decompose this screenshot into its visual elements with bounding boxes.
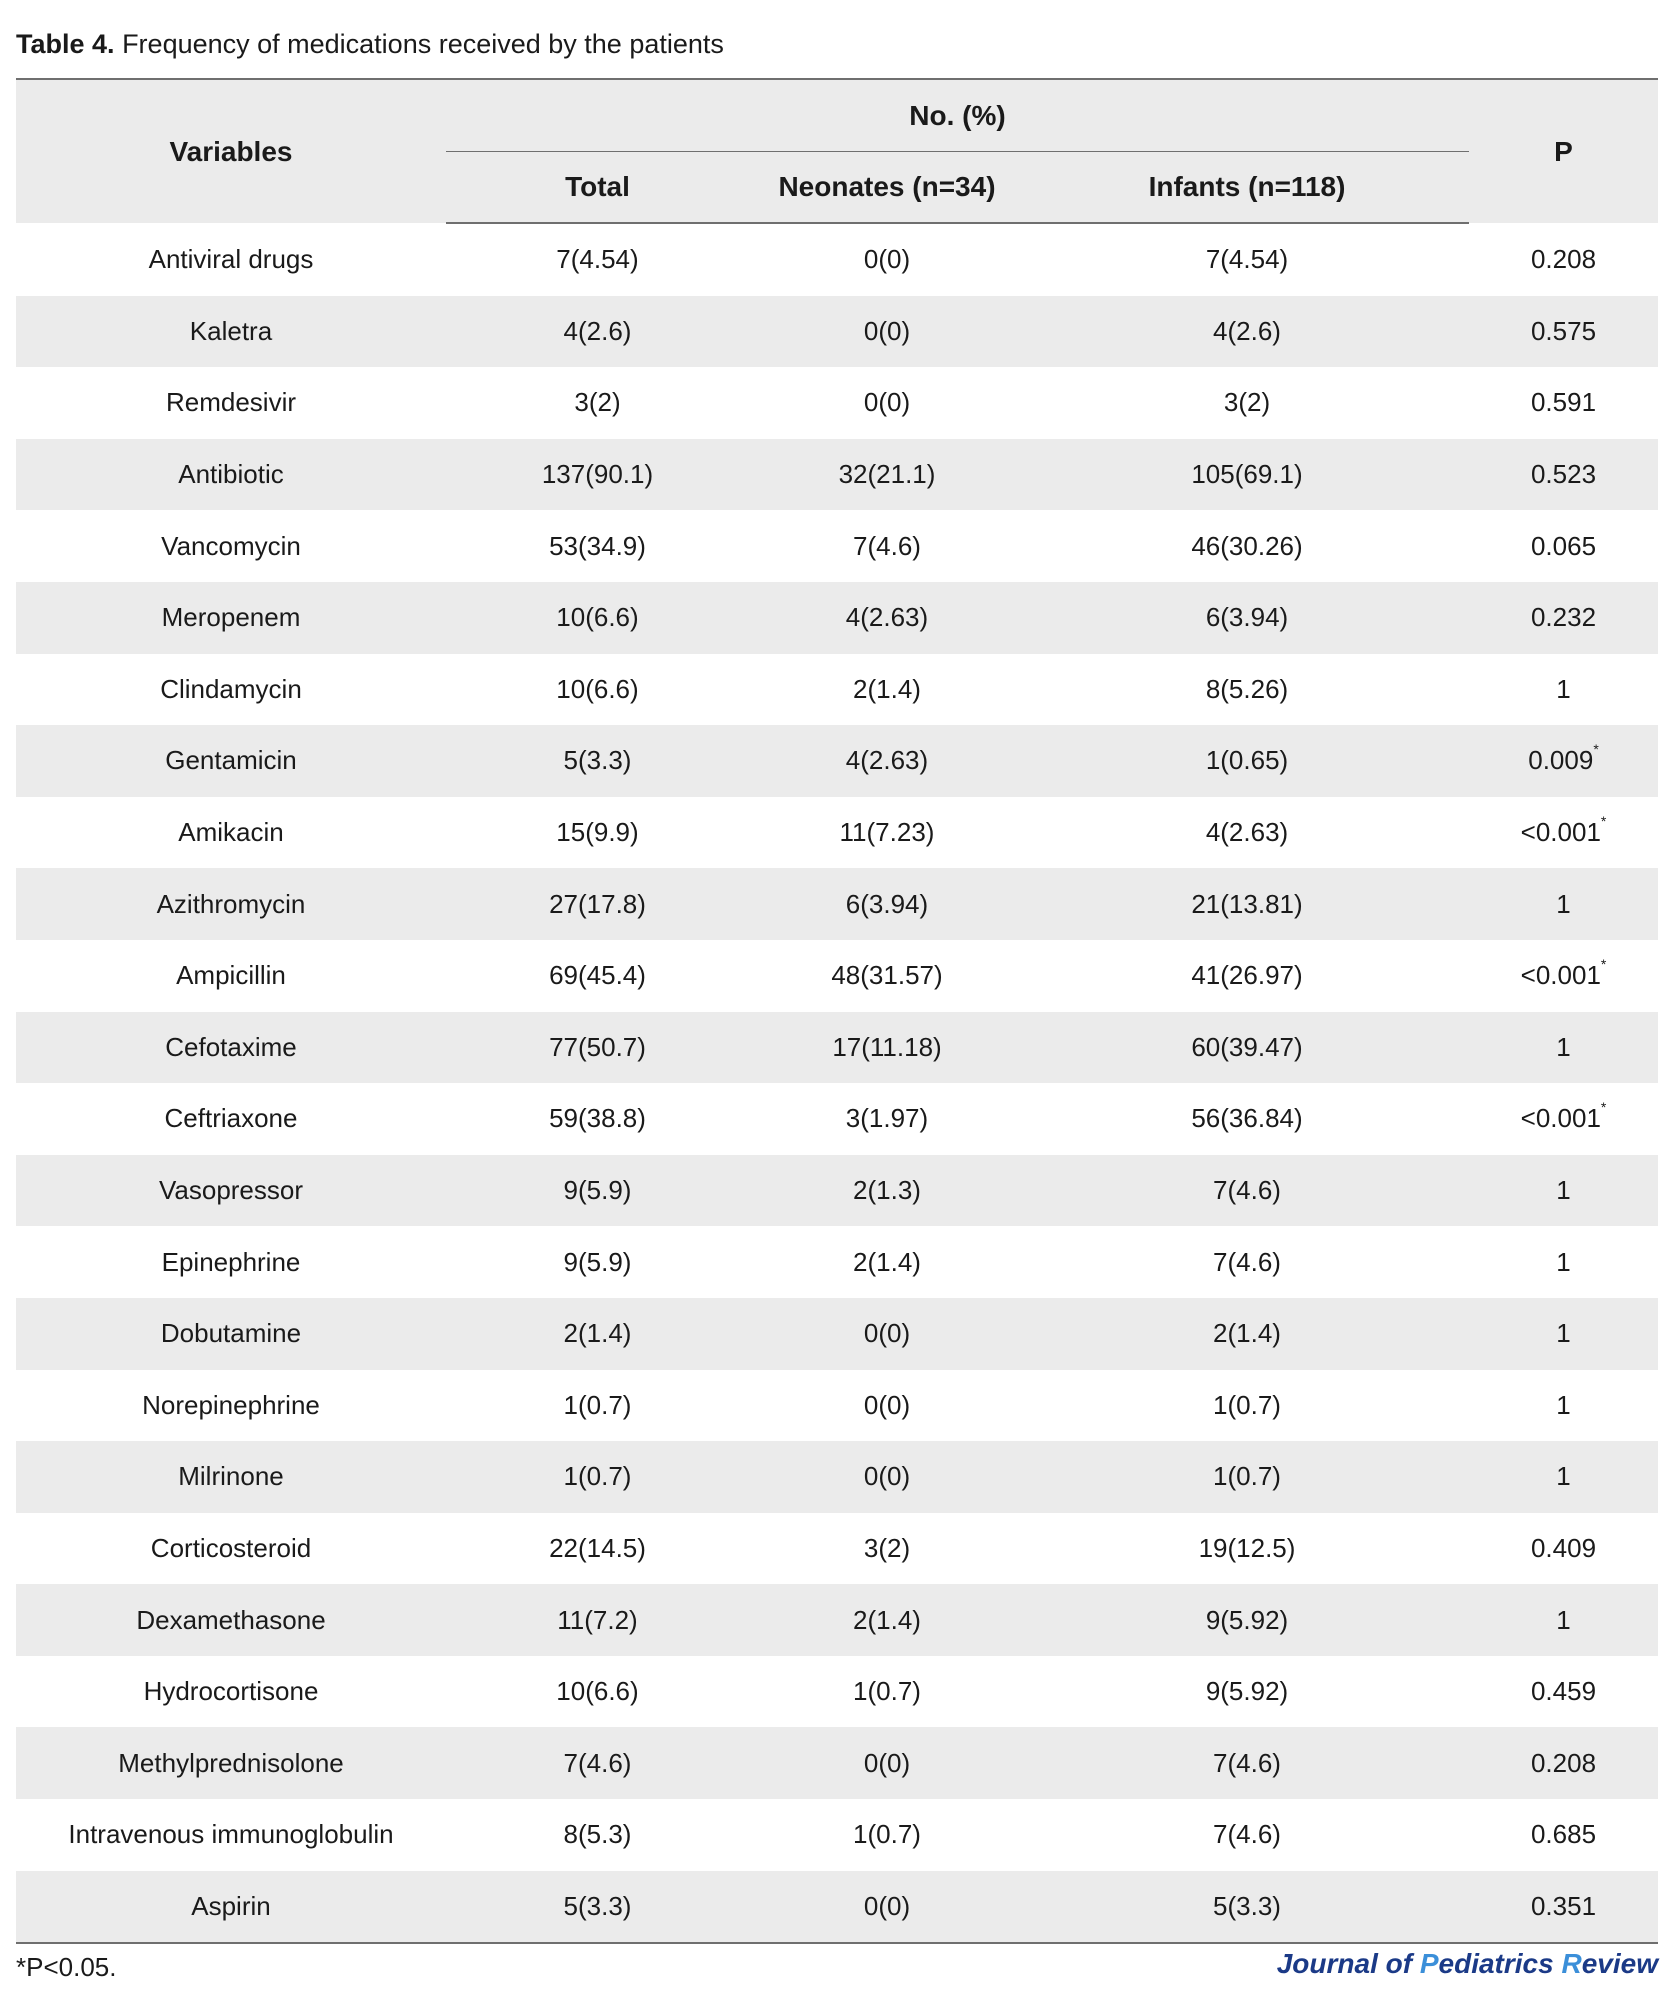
cell-variable	[16, 223, 446, 296]
cell-infants-text: 1(0.65)	[1205, 745, 1289, 776]
table-caption-label: Table 4.	[16, 29, 115, 59]
header-infants: Infants (n=118)	[1025, 152, 1469, 223]
cell-variable-text: Kaletra	[189, 315, 273, 346]
cell-infants-text: 3(2)	[1223, 387, 1271, 418]
cell-variable-text: Gentamicin	[165, 745, 297, 776]
cell-p-text: 1	[1556, 673, 1571, 704]
table-row	[16, 510, 1658, 582]
cell-total	[446, 1513, 749, 1585]
cell-infants	[1025, 1584, 1469, 1656]
cell-neonates	[749, 367, 1025, 439]
cell-p-text: 0.459	[1530, 1676, 1597, 1707]
cell-infants	[1025, 1226, 1469, 1298]
header-group-rule	[446, 151, 1469, 152]
cell-infants	[1025, 1513, 1469, 1585]
cell-variable	[16, 1441, 446, 1513]
cell-total	[446, 1083, 749, 1155]
cell-neonates	[749, 1513, 1025, 1585]
cell-variable	[16, 1083, 446, 1155]
cell-p-text: 1	[1556, 1318, 1571, 1349]
table-row	[16, 1012, 1658, 1084]
cell-infants	[1025, 1441, 1469, 1513]
cell-p	[1469, 223, 1658, 296]
cell-variable-text: Antiviral drugs	[148, 243, 314, 274]
cell-neonates-text: 0(0)	[863, 387, 911, 418]
cell-total-text: 10(6.6)	[556, 673, 639, 704]
cell-infants	[1025, 367, 1469, 439]
cell-variable-text: Vancomycin	[161, 530, 301, 561]
cell-variable-text: Clindamycin	[160, 673, 302, 704]
cell-p	[1469, 940, 1658, 1012]
journal-logo-r: R	[1561, 1948, 1582, 1979]
cell-p-text: 0.409	[1530, 1532, 1597, 1563]
table-row	[16, 1083, 1658, 1155]
cell-p	[1469, 1584, 1658, 1656]
cell-variable	[16, 1298, 446, 1370]
cell-variable-text: Dobutamine	[160, 1318, 302, 1349]
cell-p	[1469, 1155, 1658, 1227]
cell-neonates	[749, 1226, 1025, 1298]
cell-variable-text: Norepinephrine	[142, 1389, 320, 1420]
cell-infants	[1025, 654, 1469, 726]
cell-infants-text: 5(3.3)	[1213, 1890, 1281, 1921]
cell-variable-text: Epinephrine	[161, 1246, 301, 1277]
table-row	[16, 582, 1658, 654]
cell-total-text: 3(2)	[574, 387, 621, 418]
table-row	[16, 1727, 1658, 1799]
cell-neonates-text: 0(0)	[863, 315, 911, 346]
cell-total	[446, 1727, 749, 1799]
cell-variable-text: Remdesivir	[165, 387, 297, 418]
table-row	[16, 1871, 1658, 1944]
cell-p	[1469, 1441, 1658, 1513]
cell-infants	[1025, 1012, 1469, 1084]
cell-infants-text: 7(4.6)	[1213, 1819, 1281, 1850]
cell-variable	[16, 1871, 446, 1944]
cell-neonates	[749, 1012, 1025, 1084]
cell-variable	[16, 868, 446, 940]
cell-neonates-text: 2(1.4)	[853, 1604, 921, 1635]
cell-infants-text: 7(4.54)	[1205, 244, 1289, 275]
cell-p-text: 1	[1556, 1461, 1571, 1492]
cell-total	[446, 940, 749, 1012]
cell-variable	[16, 1799, 446, 1871]
header-group-label: No. (%)	[909, 100, 1006, 131]
cell-infants	[1025, 1799, 1469, 1871]
table-row	[16, 223, 1658, 296]
cell-neonates-text: 2(1.3)	[853, 1175, 921, 1206]
footnote: *P<0.05.	[16, 1952, 117, 1982]
significance-marker: *	[1600, 813, 1607, 830]
cell-p	[1469, 1083, 1658, 1155]
cell-infants	[1025, 797, 1469, 869]
cell-variable	[16, 1012, 446, 1084]
table-caption-text: Frequency of medications received by the patients	[122, 29, 724, 59]
cell-infants-text: 2(1.4)	[1213, 1318, 1281, 1349]
cell-neonates	[749, 654, 1025, 726]
cell-p	[1469, 1656, 1658, 1728]
cell-total-text: 5(3.3)	[563, 1890, 632, 1921]
cell-infants-text: 21(13.81)	[1191, 888, 1303, 919]
cell-p-text: 0.523	[1530, 459, 1597, 490]
cell-infants-text: 1(0.7)	[1213, 1461, 1281, 1492]
cell-p-text: 1	[1556, 1389, 1571, 1420]
cell-p-text: 0.208	[1530, 1747, 1597, 1778]
cell-neonates	[749, 296, 1025, 368]
cell-total-text: 7(4.6)	[563, 1747, 632, 1778]
cell-total	[446, 1656, 749, 1728]
table-row	[16, 1370, 1658, 1442]
cell-infants-text: 1(0.7)	[1213, 1389, 1281, 1420]
cell-neonates	[749, 1298, 1025, 1370]
cell-p	[1469, 1012, 1658, 1084]
cell-neonates	[749, 797, 1025, 869]
cell-neonates-text: 6(3.94)	[845, 888, 929, 919]
cell-total	[446, 797, 749, 869]
cell-p	[1469, 1871, 1658, 1944]
cell-p-text: 0.685	[1530, 1819, 1597, 1850]
header-group-no-pct	[446, 79, 1469, 152]
cell-total-text: 4(2.6)	[563, 315, 632, 346]
cell-infants-text: 41(26.97)	[1191, 960, 1303, 991]
cell-infants	[1025, 725, 1469, 797]
cell-infants	[1025, 510, 1469, 582]
cell-total-text: 10(6.6)	[556, 602, 639, 633]
cell-total	[446, 1871, 749, 1944]
cell-total	[446, 1226, 749, 1298]
cell-p	[1469, 439, 1658, 511]
cell-p-text: 0.351	[1530, 1890, 1597, 1921]
cell-variable	[16, 367, 446, 439]
cell-neonates	[749, 439, 1025, 511]
table-row	[16, 1656, 1658, 1728]
cell-neonates-text: 1(0.7)	[853, 1676, 921, 1707]
cell-variable	[16, 1226, 446, 1298]
cell-variable	[16, 296, 446, 368]
cell-variable-text: Amikacin	[178, 817, 284, 848]
cell-total-text: 5(3.3)	[563, 745, 632, 776]
cell-total-text: 11(7.2)	[557, 1604, 638, 1635]
cell-total	[446, 582, 749, 654]
cell-neonates-text: 11(7.23)	[839, 817, 935, 848]
cell-p	[1469, 1513, 1658, 1585]
cell-neonates-text: 32(21.1)	[838, 459, 936, 490]
cell-infants-text: 4(2.6)	[1213, 315, 1281, 346]
cell-p-text: 1	[1556, 1031, 1571, 1062]
header-variables: Variables	[16, 79, 446, 223]
cell-total	[446, 439, 749, 511]
cell-p-text: 1	[1556, 888, 1571, 919]
cell-neonates-text: 0(0)	[863, 1890, 911, 1921]
cell-total	[446, 296, 749, 368]
cell-p	[1469, 296, 1658, 368]
cell-variable-text: Intravenous immunoglobulin	[68, 1819, 394, 1850]
cell-infants-text: 7(4.6)	[1213, 1747, 1281, 1778]
cell-p	[1469, 797, 1658, 869]
medications-table	[16, 78, 1658, 1944]
cell-variable-text: Dexamethasone	[136, 1604, 326, 1635]
cell-variable	[16, 1727, 446, 1799]
cell-neonates-text: 0(0)	[863, 1318, 911, 1349]
cell-infants-text: 7(4.6)	[1213, 1246, 1281, 1277]
cell-p	[1469, 868, 1658, 940]
cell-p	[1469, 1370, 1658, 1442]
cell-infants	[1025, 1298, 1469, 1370]
cell-infants	[1025, 1871, 1469, 1944]
cell-variable-text: Milrinone	[178, 1461, 284, 1492]
cell-total	[446, 223, 749, 296]
cell-p-text: 0.009	[1528, 745, 1594, 776]
cell-total	[446, 1298, 749, 1370]
significance-marker: *	[1600, 956, 1607, 973]
table-row	[16, 1155, 1658, 1227]
cell-neonates	[749, 1799, 1025, 1871]
cell-variable-text: Azithromycin	[156, 888, 306, 919]
cell-variable-text: Ampicillin	[176, 960, 286, 991]
cell-infants	[1025, 223, 1469, 296]
cell-neonates	[749, 1083, 1025, 1155]
header-p: P	[1469, 79, 1658, 223]
table-row	[16, 940, 1658, 1012]
cell-neonates	[749, 1656, 1025, 1728]
cell-infants	[1025, 296, 1469, 368]
table-row	[16, 1298, 1658, 1370]
cell-variable	[16, 1584, 446, 1656]
table-row	[16, 1441, 1658, 1513]
journal-logo-part2: ediatrics	[1438, 1948, 1562, 1979]
cell-total-text: 10(6.6)	[556, 1676, 639, 1707]
cell-infants	[1025, 940, 1469, 1012]
cell-variable-text: Corticosteroid	[150, 1532, 312, 1563]
cell-total-text: 2(1.4)	[563, 1318, 632, 1349]
journal-logo-p: P	[1419, 1948, 1439, 1979]
header-total: Total	[446, 152, 749, 223]
cell-neonates-text: 0(0)	[863, 1461, 911, 1492]
cell-infants	[1025, 582, 1469, 654]
cell-p	[1469, 725, 1658, 797]
cell-p	[1469, 367, 1658, 439]
cell-total-text: 9(5.9)	[563, 1246, 632, 1277]
cell-neonates-text: 2(1.4)	[853, 1246, 921, 1277]
table-caption	[16, 22, 724, 66]
cell-infants-text: 9(5.92)	[1205, 1676, 1289, 1707]
cell-p-text: 0.208	[1530, 243, 1597, 274]
cell-total-text: 8(5.3)	[563, 1819, 632, 1850]
cell-total-text: 1(0.7)	[563, 1461, 632, 1492]
cell-variable	[16, 510, 446, 582]
cell-total	[446, 1370, 749, 1442]
cell-variable	[16, 1513, 446, 1585]
cell-total-text: 7(4.54)	[556, 244, 639, 275]
table-row	[16, 296, 1658, 368]
cell-neonates-text: 0(0)	[863, 244, 911, 275]
cell-p-text: 0.575	[1530, 315, 1597, 346]
cell-variable-text: Ceftriaxone	[164, 1103, 298, 1134]
table-row	[16, 367, 1658, 439]
cell-neonates	[749, 1155, 1025, 1227]
cell-neonates-text: 4(2.63)	[845, 602, 929, 633]
cell-neonates	[749, 1441, 1025, 1513]
cell-variable-text: Meropenem	[161, 602, 301, 633]
significance-marker: *	[1600, 1099, 1607, 1116]
cell-infants-text: 8(5.26)	[1205, 673, 1289, 704]
cell-total	[446, 510, 749, 582]
cell-neonates	[749, 868, 1025, 940]
cell-neonates-text: 2(1.4)	[853, 673, 921, 704]
table-row	[16, 725, 1658, 797]
cell-infants-text: 19(12.5)	[1198, 1532, 1296, 1563]
cell-total	[446, 1584, 749, 1656]
cell-neonates-text: 1(0.7)	[853, 1819, 921, 1850]
cell-total-text: 77(50.7)	[549, 1031, 646, 1062]
journal-logo-part1: Journal of	[1276, 1948, 1420, 1979]
cell-neonates-text: 7(4.6)	[853, 530, 921, 561]
cell-infants-text: 46(30.26)	[1191, 530, 1303, 561]
cell-variable	[16, 797, 446, 869]
table-row	[16, 1799, 1658, 1871]
cell-variable-text: Vasopressor	[158, 1175, 304, 1206]
cell-infants-text: 56(36.84)	[1191, 1103, 1303, 1134]
cell-total-text: 69(45.4)	[549, 960, 646, 991]
cell-total	[446, 1155, 749, 1227]
cell-infants-text: 7(4.6)	[1213, 1175, 1281, 1206]
cell-variable	[16, 582, 446, 654]
cell-neonates	[749, 725, 1025, 797]
table-row	[16, 654, 1658, 726]
cell-infants	[1025, 868, 1469, 940]
cell-total	[446, 725, 749, 797]
cell-infants-text: 105(69.1)	[1191, 459, 1303, 490]
cell-neonates	[749, 510, 1025, 582]
header-neonates: Neonates (n=34)	[749, 152, 1025, 223]
cell-variable-text: Cefotaxime	[165, 1031, 297, 1062]
table-header	[16, 79, 1658, 223]
cell-p	[1469, 510, 1658, 582]
cell-infants	[1025, 439, 1469, 511]
table-body	[16, 223, 1658, 1943]
cell-p	[1469, 1298, 1658, 1370]
cell-total	[446, 367, 749, 439]
cell-neonates	[749, 1370, 1025, 1442]
cell-p	[1469, 1226, 1658, 1298]
table-row	[16, 797, 1658, 869]
cell-variable-text: Hydrocortisone	[143, 1676, 319, 1707]
cell-total-text: 53(34.9)	[549, 530, 646, 561]
cell-total-text: 137(90.1)	[541, 459, 654, 490]
table-row	[16, 868, 1658, 940]
cell-neonates-text: 4(2.63)	[845, 745, 929, 776]
cell-infants-text: 4(2.63)	[1205, 817, 1289, 848]
cell-p-text: <0.001	[1520, 817, 1601, 848]
cell-total	[446, 1799, 749, 1871]
cell-neonates	[749, 940, 1025, 1012]
cell-neonates-text: 17(11.18)	[832, 1031, 942, 1062]
cell-total	[446, 1012, 749, 1084]
cell-p	[1469, 1799, 1658, 1871]
table-row	[16, 1513, 1658, 1585]
cell-infants-text: 9(5.92)	[1205, 1604, 1289, 1635]
cell-p-text: 1	[1556, 1246, 1571, 1277]
cell-variable-text: Antibiotic	[178, 459, 284, 490]
cell-variable	[16, 654, 446, 726]
cell-variable-text: Aspirin	[191, 1890, 271, 1921]
cell-total-text: 1(0.7)	[563, 1389, 632, 1420]
cell-neonates	[749, 1584, 1025, 1656]
cell-p	[1469, 654, 1658, 726]
cell-infants	[1025, 1155, 1469, 1227]
cell-neonates-text: 3(2)	[863, 1532, 911, 1563]
cell-infants	[1025, 1083, 1469, 1155]
cell-total	[446, 1441, 749, 1513]
cell-p-text: 0.591	[1530, 387, 1597, 418]
cell-total-text: 59(38.8)	[549, 1103, 646, 1134]
cell-variable	[16, 725, 446, 797]
cell-infants	[1025, 1370, 1469, 1442]
cell-neonates	[749, 1727, 1025, 1799]
cell-variable	[16, 1370, 446, 1442]
cell-total-text: 27(17.8)	[549, 888, 646, 919]
cell-variable	[16, 439, 446, 511]
significance-marker: *	[1593, 741, 1599, 758]
cell-p	[1469, 582, 1658, 654]
journal-logo-part3: eview	[1581, 1948, 1658, 1979]
cell-neonates-text: 0(0)	[863, 1389, 911, 1420]
cell-p-text: <0.001	[1520, 1103, 1601, 1134]
cell-total-text: 22(14.5)	[549, 1532, 646, 1563]
cell-variable	[16, 940, 446, 1012]
cell-p-text: 0.065	[1530, 530, 1597, 561]
cell-p-text: 0.232	[1530, 602, 1597, 633]
cell-neonates	[749, 582, 1025, 654]
cell-neonates-text: 3(1.97)	[845, 1103, 929, 1134]
journal-logo	[1277, 1948, 1658, 1980]
cell-infants	[1025, 1727, 1469, 1799]
cell-infants-text: 6(3.94)	[1205, 602, 1289, 633]
cell-neonates-text: 48(31.57)	[831, 960, 943, 991]
cell-neonates	[749, 1871, 1025, 1944]
cell-neonates	[749, 223, 1025, 296]
cell-p-text: 1	[1556, 1604, 1571, 1635]
table-row	[16, 439, 1658, 511]
cell-p-text: <0.001	[1520, 960, 1601, 991]
cell-infants-text: 60(39.47)	[1191, 1031, 1303, 1062]
cell-variable	[16, 1656, 446, 1728]
cell-total	[446, 654, 749, 726]
table-row	[16, 1584, 1658, 1656]
cell-total	[446, 868, 749, 940]
table-row	[16, 1226, 1658, 1298]
cell-total-text: 9(5.9)	[563, 1175, 632, 1206]
cell-neonates-text: 0(0)	[863, 1747, 911, 1778]
cell-p	[1469, 1727, 1658, 1799]
cell-variable-text: Methylprednisolone	[118, 1747, 344, 1778]
cell-variable	[16, 1155, 446, 1227]
cell-total-text: 15(9.9)	[556, 817, 639, 848]
cell-p-text: 1	[1556, 1175, 1571, 1206]
cell-infants	[1025, 1656, 1469, 1728]
